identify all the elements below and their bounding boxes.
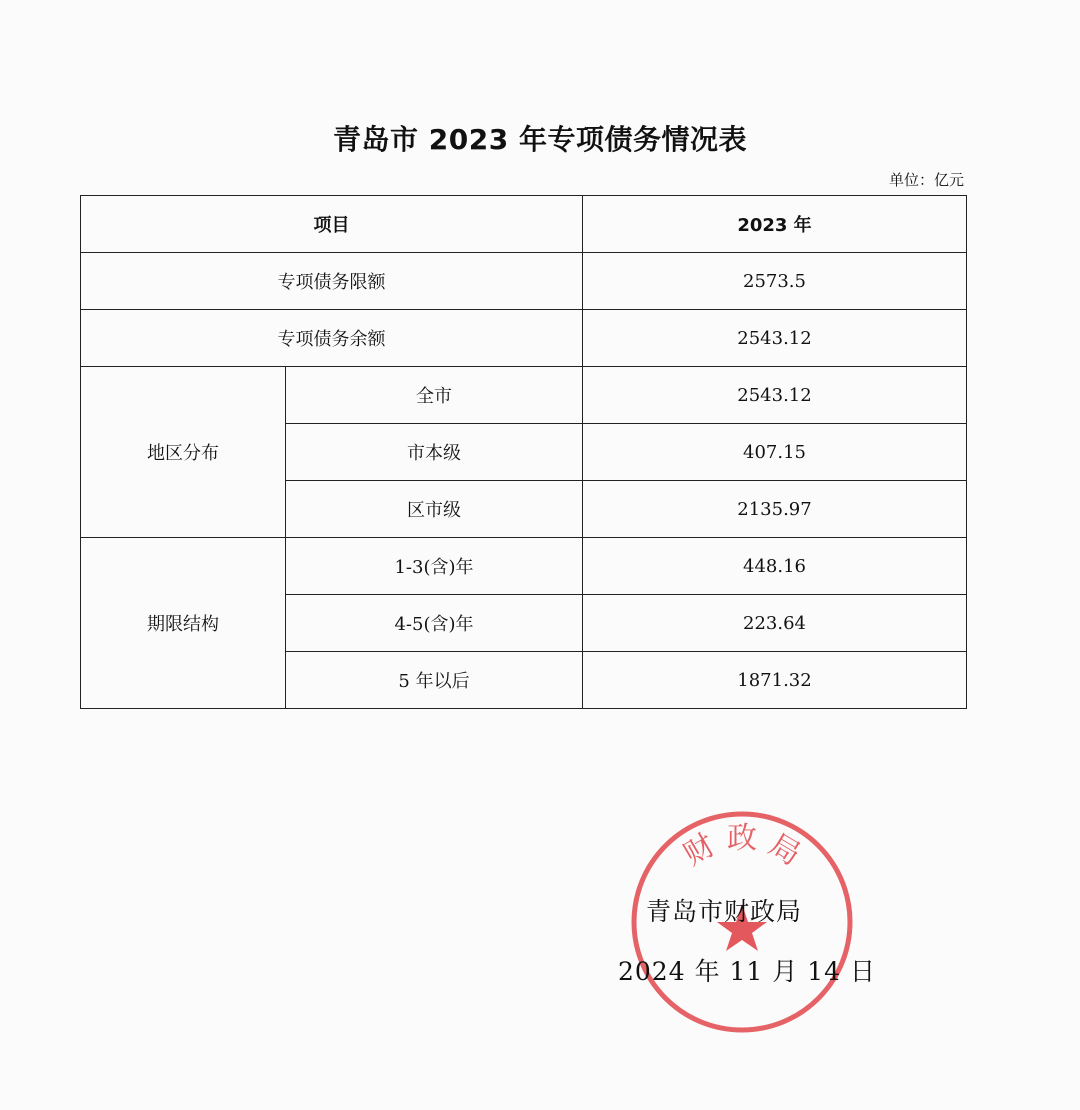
row-value: 2573.5 bbox=[583, 253, 967, 310]
row-value: 407.15 bbox=[583, 424, 967, 481]
row-value: 1871.32 bbox=[583, 652, 967, 709]
row-label: 1-3(含)年 bbox=[286, 538, 583, 595]
row-value: 2135.97 bbox=[583, 481, 967, 538]
group-label: 地区分布 bbox=[81, 367, 286, 538]
row-label: 专项债务余额 bbox=[81, 310, 583, 367]
row-value: 2543.12 bbox=[583, 367, 967, 424]
header-year: 2023 年 bbox=[583, 196, 967, 253]
signer-name: 青岛市财政局 bbox=[646, 897, 803, 926]
row-label: 全市 bbox=[286, 367, 583, 424]
table-row bbox=[81, 253, 967, 310]
row-value: 2543.12 bbox=[583, 310, 967, 367]
row-label: 专项债务限额 bbox=[81, 253, 583, 310]
table-row bbox=[81, 310, 967, 367]
table-row bbox=[81, 538, 967, 595]
seal-text: 财 政 局 bbox=[677, 821, 807, 873]
row-value: 223.64 bbox=[583, 595, 967, 652]
group-label: 期限结构 bbox=[81, 538, 286, 709]
row-label: 5 年以后 bbox=[286, 652, 583, 709]
sign-date: 2024 年 11 月 14 日 bbox=[618, 957, 876, 986]
table-header-row bbox=[81, 196, 967, 253]
debt-table bbox=[80, 195, 967, 709]
row-value: 448.16 bbox=[583, 538, 967, 595]
unit-label: 单位：亿元 bbox=[888, 171, 964, 189]
row-label: 市本级 bbox=[286, 424, 583, 481]
row-label: 4-5(含)年 bbox=[286, 595, 583, 652]
row-label: 区市级 bbox=[286, 481, 583, 538]
header-item: 项目 bbox=[81, 196, 583, 253]
page-title: 青岛市 2023 年专项债务情况表 bbox=[333, 123, 747, 156]
table-row bbox=[81, 367, 967, 424]
